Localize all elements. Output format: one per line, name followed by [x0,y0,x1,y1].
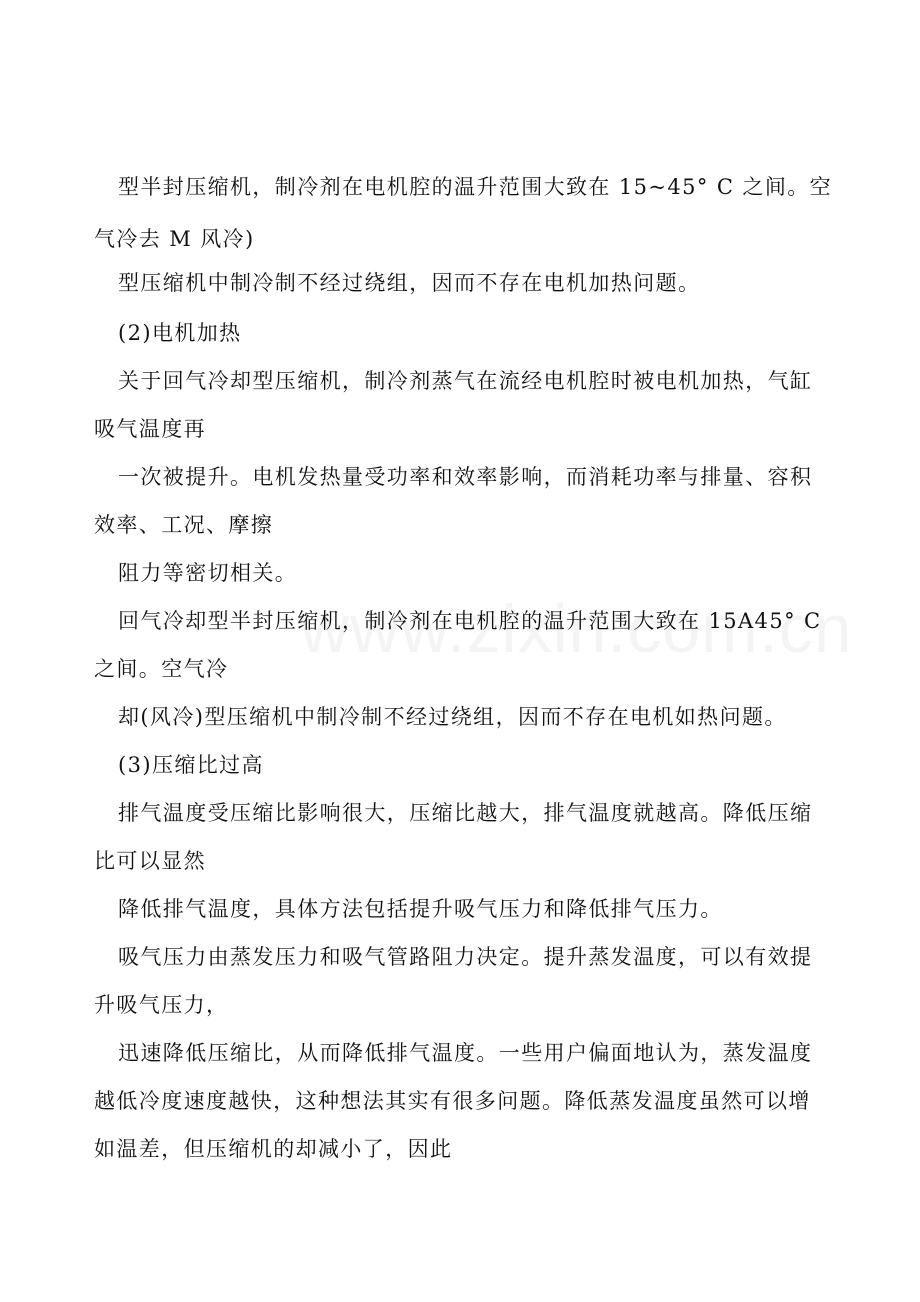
text-line: 型压缩机中制冷制不经过绕组，因而不存在电机加热问题。 [118,271,701,295]
text-line: 关于回气冷却型压缩机，制冷剂蒸气在流经电机腔时被电机加热，气缸 [118,369,813,393]
text-line: 排气温度受压缩比影响很大，压缩比越大，排气温度就越高。降低压缩 [118,801,813,825]
text-line: 气冷去 M 风冷) [94,227,255,251]
text-line: 降低排气温度，具体方法包括提升吸气压力和降低排气压力。 [118,897,723,921]
text-line: 一次被提升。电机发热量受功率和效率影响，而消耗功率与排量、容积 [118,465,813,489]
text-line: 如温差，但压缩机的却减小了，因此 [94,1137,453,1161]
text-line: 吸气温度再 [94,417,206,441]
text-line: 型半封压缩机，制冷剂在电机腔的温升范围大致在 15~45° C 之间。空 [118,175,833,199]
text-line: 回气冷却型半封压缩机，制冷剂在电机腔的温升范围大致在 15A45° C [118,609,822,633]
text-line: 之间。空气冷 [94,657,229,681]
text-line: 却(风冷)型压缩机中制冷制不经过绕组，因而不存在电机如热问题。 [118,705,787,729]
text-line: 阻力等密切相关。 [118,561,298,585]
text-line: 比可以显然 [94,849,206,873]
text-line: 升吸气压力， [94,993,229,1017]
section-heading: (2)电机加热 [118,321,242,345]
text-line: 效率、工况、摩擦 [94,513,274,537]
section-heading: (3)压缩比过高 [118,753,264,777]
text-line: 越低冷度速度越快，这种想法其实有很多问题。降低蒸发温度虽然可以增 [94,1089,811,1113]
text-line: 吸气压力由蒸发压力和吸气管路阻力决定。提升蒸发温度，可以有效提 [118,945,813,969]
text-line: 迅速降低压缩比，从而降低排气温度。一些用户偏面地认为，蒸发温度 [118,1041,813,1065]
